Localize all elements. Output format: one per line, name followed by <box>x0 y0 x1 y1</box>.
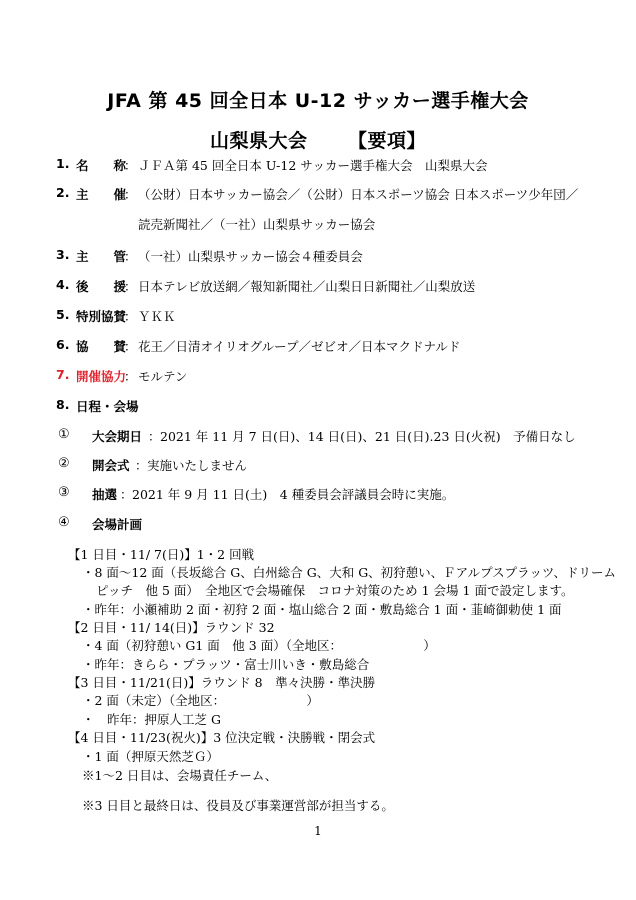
plan-line: ・1 面（押原天然芝Ｇ） <box>82 749 219 764</box>
plan-day-heading: 【1 日目・11/ 7(日)】1・2 回戦 <box>68 547 255 562</box>
item-label-highlight: 開催協力 <box>76 369 127 384</box>
item-text: ＹＫＫ <box>138 309 176 324</box>
item-label: 主 管 <box>76 249 127 264</box>
schedule-label: 大会期日 <box>92 429 143 444</box>
item-text: （一社）山梨県サッカー協会４種委員会 <box>138 249 363 264</box>
schedule-label: 開会式 <box>92 458 130 473</box>
schedule-sep: ： <box>135 458 148 473</box>
item-number: 6. <box>56 337 70 352</box>
item-number: 8. <box>56 397 70 412</box>
item-sep: ： <box>124 369 137 384</box>
plan-day-heading: 【3 日目・11/21(日)】ラウンド 8 準々決勝・準決勝 <box>68 675 376 690</box>
item-text: （公財）日本サッカー協会／（公財）日本スポーツ協会 日本スポーツ少年団／ <box>138 187 579 202</box>
circled-number: ② <box>58 456 70 471</box>
item-text-continued: 読売新聞社／（一社）山梨県サッカー協会 <box>138 217 376 232</box>
item-label: 主 催 <box>76 187 127 202</box>
item-label: 日程・会場 <box>76 399 139 414</box>
schedule-text: 実施いたしません <box>147 458 248 473</box>
plan-line: ・ 昨年：押原人工芝 G <box>82 712 221 727</box>
item-number: 2. <box>56 185 70 200</box>
page-subtitle: 山梨県大会 <box>210 130 308 152</box>
item-text: ＪＦＡ第 45 回全日本 U-12 サッカー選手権大会 山梨県大会 <box>138 158 488 173</box>
plan-line: ・4 面（初狩憩い G1 面 他 3 面）（全地区： ） <box>82 638 436 653</box>
plan-note: ※1～2 日目は、会場責任チーム、 <box>82 768 278 783</box>
item-label: 協 賛 <box>76 339 127 354</box>
plan-line: ピッチ 他 5 面） 全地区で会場確保 コロナ対策のため 1 会場 1 面で設定します。 <box>96 583 574 598</box>
schedule-text: 2021 年 11 月 7 日(日)、14 日(日)、21 日(日).23 日(火祝) 予備日なし <box>160 429 576 444</box>
item-sep: ： <box>124 309 137 324</box>
plan-day-heading: 【2 日目・11/ 14(日)】ラウンド 32 <box>68 620 275 635</box>
plan-day-heading: 【4 日目・11/23(祝火)】3 位決定戦・決勝戦・閉会式 <box>68 730 376 745</box>
item-sep: ： <box>124 339 137 354</box>
item-number: 7. <box>56 367 70 382</box>
item-number: 3. <box>56 247 70 262</box>
item-text: 日本テレビ放送網／報知新聞社／山梨日日新聞社／山梨放送 <box>138 279 476 294</box>
item-number: 1. <box>56 156 70 171</box>
item-text: 花王／日清オイリオグループ／ゼビオ／日本マクドナルド <box>138 339 461 354</box>
plan-line: ・8 面～12 面（長坂総合 G、白州総合 G、大和 G、初狩憩い、Ｆアルプスプラッツ、ドリーム <box>82 565 617 580</box>
plan-line: ・2 面（未定）（全地区： ） <box>82 693 319 708</box>
item-sep: ： <box>124 279 137 294</box>
plan-line: ・昨年：きらら・プラッツ・富士川いき・敷島総合 <box>82 657 370 672</box>
page-title: JFA 第 45 回全日本 U-12 サッカー選手権大会 <box>107 90 529 112</box>
item-sep: ： <box>124 187 137 202</box>
item-number: 4. <box>56 277 70 292</box>
schedule-sep: ： <box>120 487 133 502</box>
page-number: 1 <box>314 824 322 838</box>
circled-number: ① <box>58 427 70 442</box>
schedule-text: 2021 年 9 月 11 日(土) 4 種委員会評議員会時に実施。 <box>132 487 455 502</box>
schedule-label: 会場計画 <box>92 517 143 532</box>
item-number: 5. <box>56 307 70 322</box>
plan-line: ・昨年：小瀬補助 2 面・初狩 2 面・塩山総合 2 面・敷島総合 1 面・韮崎御勅使 1 面 <box>82 602 562 617</box>
item-text: モルテン <box>138 369 188 384</box>
plan-note: ※3 日目と最終日は、役員及び事業運営部が担当する。 <box>82 798 394 813</box>
item-label: 名 称 <box>76 158 127 173</box>
schedule-sep: ： <box>148 429 161 444</box>
circled-number: ④ <box>58 515 70 530</box>
item-sep: ： <box>124 158 137 173</box>
item-label: 後 援 <box>76 279 127 294</box>
schedule-label: 抽選 <box>92 487 118 502</box>
item-label: 特別協賛 <box>76 309 127 324</box>
circled-number: ③ <box>58 485 70 500</box>
page-subtitle-tag: 【要項】 <box>348 130 427 152</box>
item-sep: ： <box>124 249 137 264</box>
